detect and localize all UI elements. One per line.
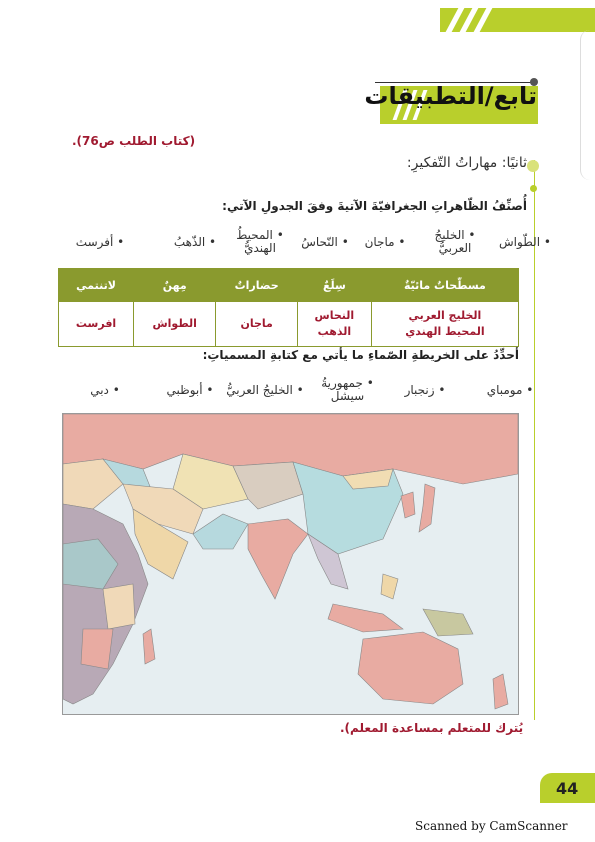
place-item: • زنجبار (404, 383, 446, 397)
table-cell[interactable]: ماجان (216, 302, 298, 347)
place-item: • أبوظبي (166, 383, 214, 397)
reference-note: (كتاب الطلب ص76). (72, 134, 196, 148)
section-title: ثانيًا: مهاراتُ التّفكيرِ: (406, 155, 527, 171)
place-item: • الخليجُ العربيُّ (226, 383, 304, 397)
header-stripes (440, 8, 595, 32)
scanner-watermark: Scanned by CamScanner (415, 819, 568, 833)
table-cell[interactable]: الطواش (134, 302, 216, 347)
word-item: • الذّهبُ (173, 235, 217, 249)
blank-map[interactable] (62, 413, 519, 715)
page-number: 44 (556, 779, 579, 798)
table-header: مِهنٌ (134, 269, 216, 302)
section-bullet (527, 160, 539, 172)
question-1: أُصنِّفُ الظّاهراتِ الجغرافيّةَ الآتيةَ وفقَ الجدولِ الآتي: (222, 199, 527, 213)
footer-note: يُترك للمتعلم بمساعدة المعلم). (340, 721, 524, 735)
page-title: تابع/التطبيقات (364, 82, 537, 110)
word-item: • أفرسث (75, 235, 125, 249)
place-item: • دبي (90, 383, 120, 397)
word-item: • الطّواش (499, 235, 551, 249)
place-item: • جمهوريةُ سيشل (321, 376, 374, 403)
table-cell[interactable]: النحاس الذهب (297, 302, 371, 347)
classification-table (58, 268, 519, 347)
table-header: سِلَعٌ (297, 269, 371, 302)
word-item: • النّحاسُ (301, 235, 349, 249)
place-item: • مومباي (486, 383, 534, 397)
table-cell[interactable]: افرست (59, 302, 134, 347)
word-item: • المحيطُ الهنديُّ (236, 228, 284, 255)
map-graphic (63, 414, 518, 714)
table-header: مسطّحاتٌ مائيّةٌ (371, 269, 518, 302)
word-item: • الخليجُ العربيُّ (434, 228, 476, 255)
table-header: حضاراتٌ (216, 269, 298, 302)
table-cell[interactable]: الخليج العربي المحيط الهندي (371, 302, 518, 347)
question-bullet (530, 185, 537, 192)
question-2: أحدِّدُ على الخريطةِ الصّماءِ ما يأتي مع كتابةِ المسمياتِ: (202, 348, 519, 362)
page-edge-decoration (580, 30, 595, 180)
table-header: لاتنتمي (59, 269, 134, 302)
word-item: • ماجان (364, 235, 406, 249)
